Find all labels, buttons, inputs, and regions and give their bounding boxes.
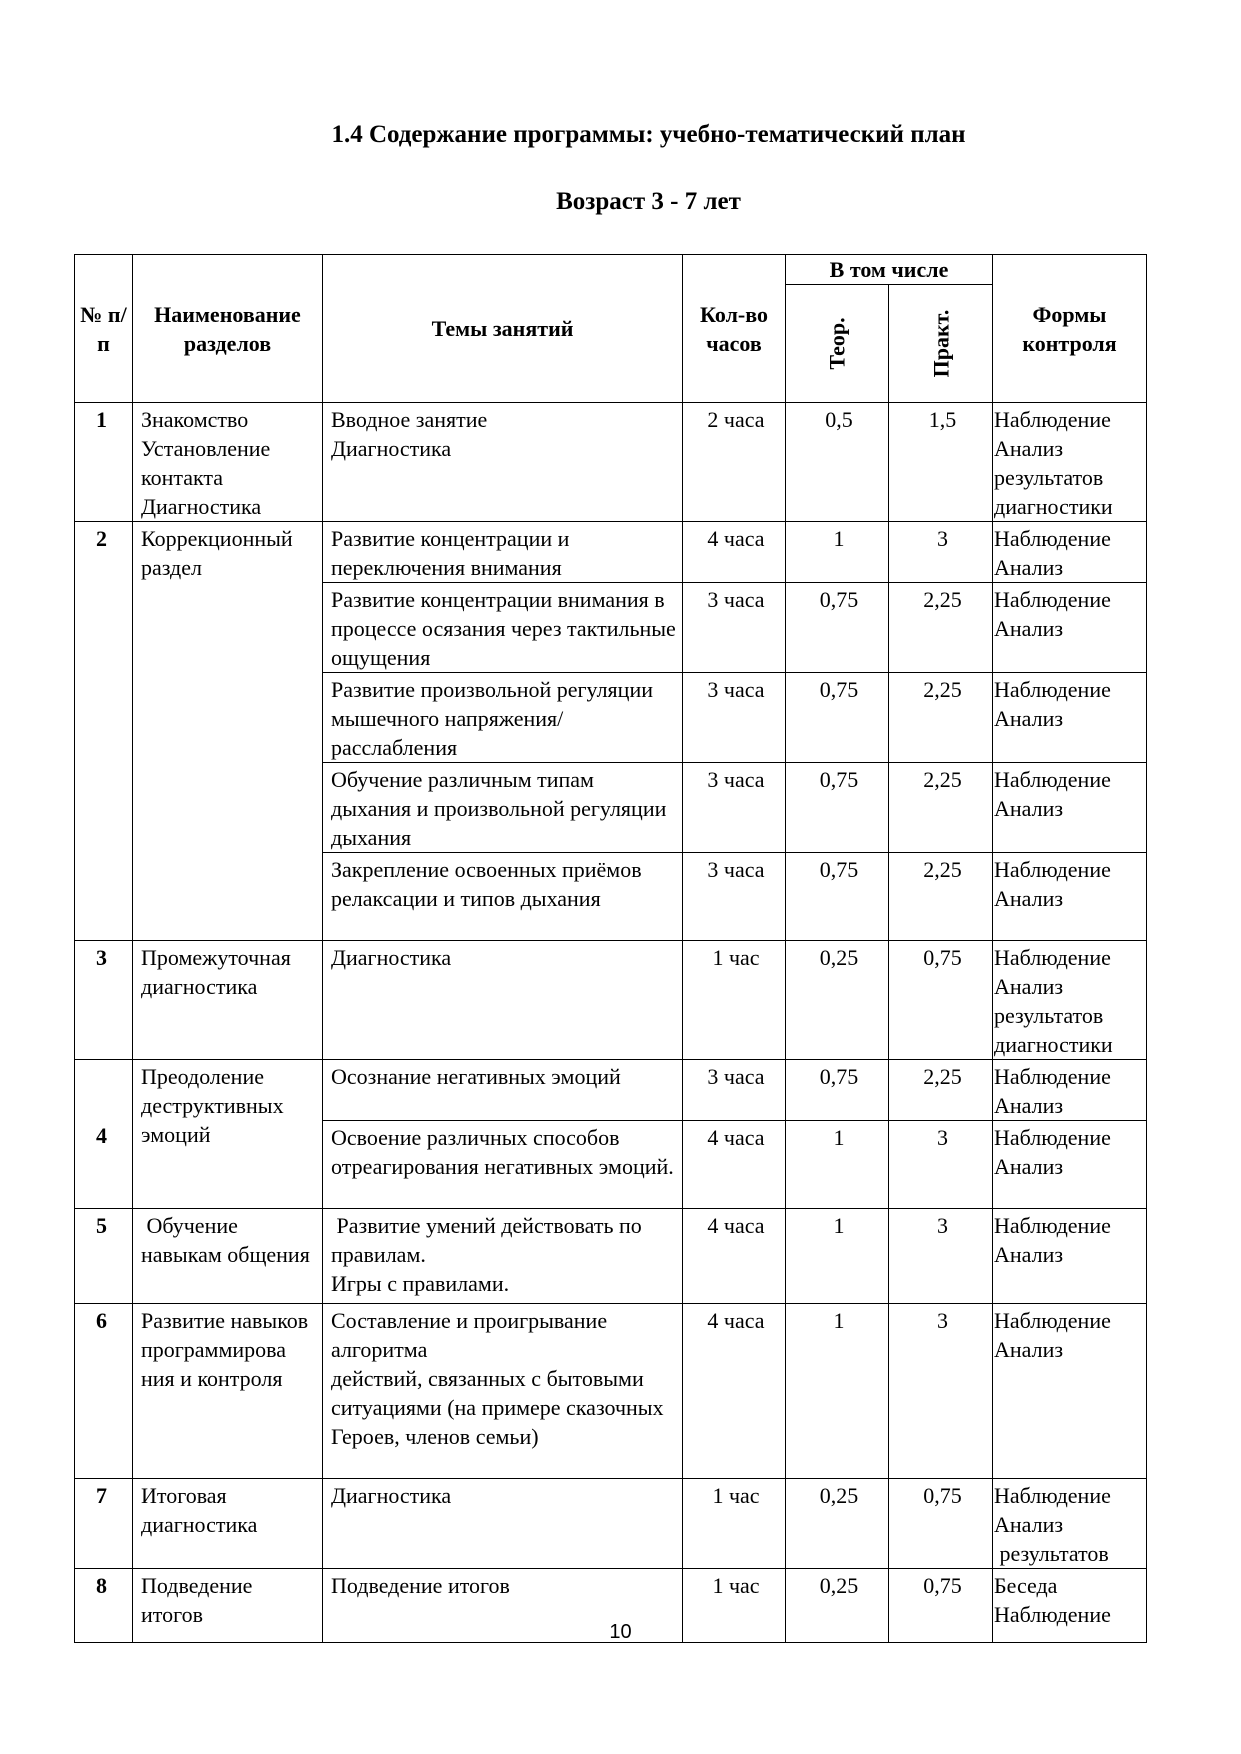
hours: 1 час bbox=[683, 1569, 786, 1643]
practice: 0,75 bbox=[889, 1479, 993, 1569]
theory: 0,25 bbox=[786, 1479, 889, 1569]
header-theory: Теор. bbox=[824, 317, 850, 370]
hours: 4 часа bbox=[683, 522, 786, 583]
hours: 4 часа bbox=[683, 1304, 786, 1479]
topic: Развитие произвольной регуляции мышечного напряжения/расслабления bbox=[323, 673, 683, 763]
topic: Развитие концентрации внимания в процессе осязания через тактильные ощущения bbox=[323, 583, 683, 673]
section-name: Знакомство Установление контакта Диагностика bbox=[133, 403, 323, 522]
hours: 3 часа bbox=[683, 583, 786, 673]
page-subtitle: Возраст 3 - 7 лет bbox=[556, 188, 741, 215]
table-row bbox=[75, 941, 1147, 1060]
section-num: 1 bbox=[75, 403, 133, 522]
header-num: № п/п bbox=[75, 255, 133, 403]
control-form: Беседа Наблюдение bbox=[993, 1569, 1147, 1643]
hours: 4 часа bbox=[683, 1209, 786, 1304]
section-name: Коррекционный раздел bbox=[133, 522, 323, 941]
practice: 1,5 bbox=[889, 403, 993, 522]
section-num: 7 bbox=[75, 1479, 133, 1569]
plan-body bbox=[75, 403, 1147, 1643]
topic: Закрепление освоенных приёмов релаксации и типов дыхания bbox=[323, 853, 683, 941]
topic: Вводное занятие Диагностика bbox=[323, 403, 683, 522]
theory: 0,25 bbox=[786, 941, 889, 1060]
topic: Осознание негативных эмоций bbox=[323, 1060, 683, 1121]
section-name: Промежуточная диагностика bbox=[133, 941, 323, 1060]
control-form: Наблюдение Анализ bbox=[993, 1209, 1147, 1304]
table-row bbox=[75, 1209, 1147, 1304]
practice: 3 bbox=[889, 1209, 993, 1304]
practice: 3 bbox=[889, 522, 993, 583]
theory: 0,75 bbox=[786, 763, 889, 853]
header-including: В том числе bbox=[786, 255, 993, 285]
practice: 2,25 bbox=[889, 763, 993, 853]
header-practice: Практ. bbox=[928, 309, 953, 378]
practice: 2,25 bbox=[889, 853, 993, 941]
section-name: Обучение навыкам общения bbox=[133, 1209, 323, 1304]
control-form: Наблюдение Анализ bbox=[993, 763, 1147, 853]
hours: 3 часа bbox=[683, 673, 786, 763]
practice: 2,25 bbox=[889, 1060, 993, 1121]
header-section: Наименование разделов bbox=[133, 255, 323, 403]
practice: 2,25 bbox=[889, 583, 993, 673]
table-row bbox=[75, 1479, 1147, 1569]
topic: Освоение различных способов отреагирования негативных эмоций. bbox=[323, 1121, 683, 1209]
section-num: 3 bbox=[75, 941, 133, 1060]
section-name: Подведение итогов bbox=[133, 1569, 323, 1643]
table-row bbox=[75, 403, 1147, 522]
header-practice-cell bbox=[889, 285, 993, 403]
control-form: Наблюдение Анализ bbox=[993, 522, 1147, 583]
practice: 0,75 bbox=[889, 1569, 993, 1643]
theory: 1 bbox=[786, 1209, 889, 1304]
theory: 1 bbox=[786, 1304, 889, 1479]
table-row bbox=[75, 1304, 1147, 1479]
practice: 0,75 bbox=[889, 941, 993, 1060]
section-name: Развитие навыков программирова ния и контроля bbox=[133, 1304, 323, 1479]
practice: 3 bbox=[889, 1121, 993, 1209]
header-control: Формы контроля bbox=[993, 255, 1147, 403]
hours: 1 час bbox=[683, 941, 786, 1060]
theory: 0,75 bbox=[786, 673, 889, 763]
control-form: Наблюдение Анализ результатов диагностики bbox=[993, 941, 1147, 1060]
practice: 3 bbox=[889, 1304, 993, 1479]
hours: 3 часа bbox=[683, 1060, 786, 1121]
theory: 1 bbox=[786, 522, 889, 583]
section-num: 2 bbox=[75, 522, 133, 941]
table-row bbox=[75, 1060, 1147, 1121]
hours: 4 часа bbox=[683, 1121, 786, 1209]
section-name: Преодоление деструктивных эмоций bbox=[133, 1060, 323, 1209]
topic: Диагностика bbox=[323, 941, 683, 1060]
theory: 0,25 bbox=[786, 1569, 889, 1643]
section-num: 5 bbox=[75, 1209, 133, 1304]
section-name: Итоговая диагностика bbox=[133, 1479, 323, 1569]
theory: 0,75 bbox=[786, 1060, 889, 1121]
header-hours: Кол-во часов bbox=[683, 255, 786, 403]
control-form: Наблюдение Анализ bbox=[993, 1060, 1147, 1121]
control-form: Наблюдение Анализ результатов диагностики bbox=[993, 403, 1147, 522]
control-form: Наблюдение Анализ результатов bbox=[993, 1479, 1147, 1569]
control-form: Наблюдение Анализ bbox=[993, 853, 1147, 941]
section-num: 8 bbox=[75, 1569, 133, 1643]
topic: Развитие концентрации и переключения внимания bbox=[323, 522, 683, 583]
page-number: 10 bbox=[609, 1621, 632, 1643]
theory: 1 bbox=[786, 1121, 889, 1209]
hours: 3 часа bbox=[683, 763, 786, 853]
control-form: Наблюдение Анализ bbox=[993, 583, 1147, 673]
header-topics: Темы занятий bbox=[323, 255, 683, 403]
hours: 1 час bbox=[683, 1479, 786, 1569]
topic: Составление и проигрывание алгоритма действий, связанных с бытовыми ситуациями (на примере сказочных Героев, членов семьи) bbox=[323, 1304, 683, 1479]
table-row bbox=[75, 522, 1147, 583]
theory: 0,75 bbox=[786, 583, 889, 673]
practice: 2,25 bbox=[889, 673, 993, 763]
control-form: Наблюдение Анализ bbox=[993, 673, 1147, 763]
topic: Диагностика bbox=[323, 1479, 683, 1569]
control-form: Наблюдение Анализ bbox=[993, 1121, 1147, 1209]
topic: Обучение различным типам дыхания и произвольной регуляции дыхания bbox=[323, 763, 683, 853]
topic: Развитие умений действовать по правилам. Игры с правилами. bbox=[323, 1209, 683, 1304]
theory: 0,5 bbox=[786, 403, 889, 522]
thematic-plan-table bbox=[74, 254, 1147, 1643]
hours: 2 часа bbox=[683, 403, 786, 522]
header-theory-cell bbox=[786, 285, 889, 403]
theory: 0,75 bbox=[786, 853, 889, 941]
hours: 3 часа bbox=[683, 853, 786, 941]
section-num: 4 bbox=[75, 1060, 133, 1209]
page-title: 1.4 Содержание программы: учебно-тематический план bbox=[331, 121, 966, 148]
section-num: 6 bbox=[75, 1304, 133, 1479]
control-form: Наблюдение Анализ bbox=[993, 1304, 1147, 1479]
topic: Подведение итогов bbox=[323, 1569, 683, 1643]
